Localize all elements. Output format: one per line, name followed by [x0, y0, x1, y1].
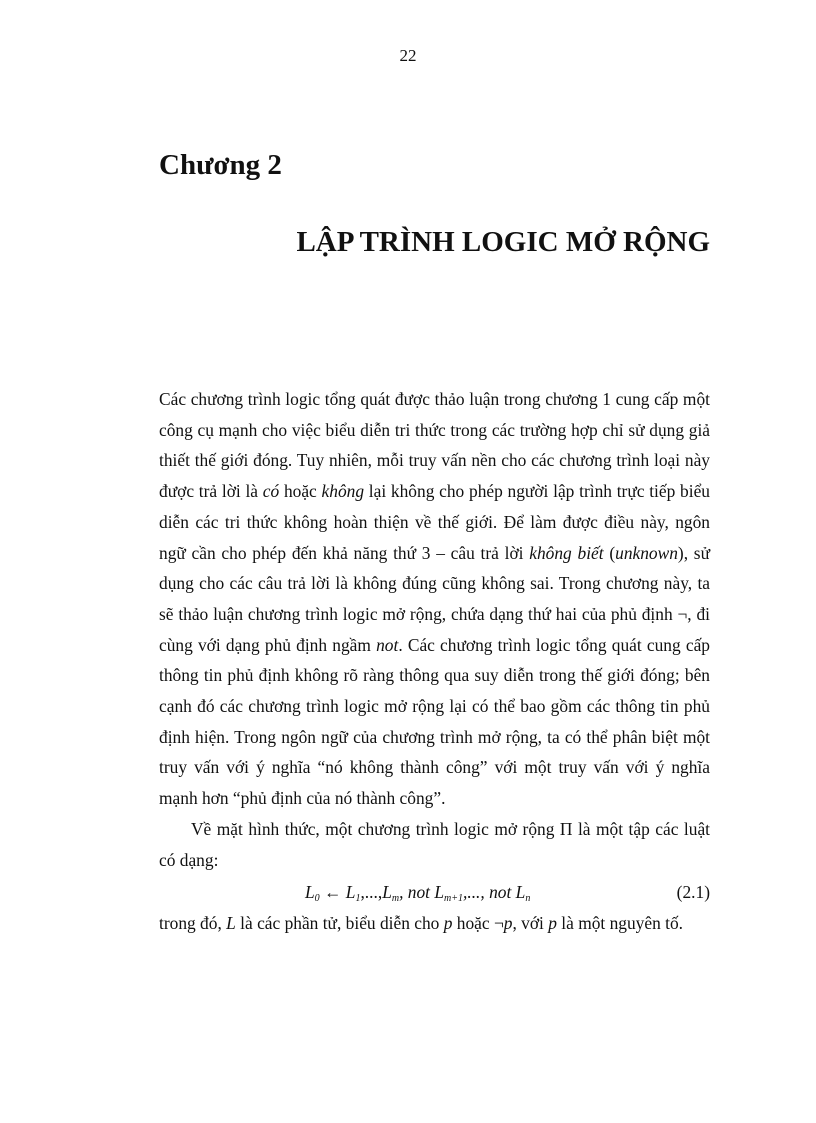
text-run: . Các chương trình logic tổng quát cung cấp thông tin phủ định không rõ ràng thông qua suy diễn trong thế giới đóng; bên cạnh đó các chương trình logic mở rộng lại có thể bao gồm các thông tin phủ định hiện. Trong ngôn ngữ của chương trình mở rộng, ta có thể phân biệt một truy vấn với ý nghĩa “nó không thành công” với một truy vấn với ý nghĩa mạnh hơn “phủ định của nó thành công”. — [159, 634, 710, 809]
text-run: trong đó, — [159, 912, 227, 933]
body-text — [159, 384, 710, 939]
emphasis-p: p — [503, 912, 513, 933]
formula-rule — [305, 877, 530, 915]
emphasis-not: not — [376, 634, 399, 655]
emphasis-khong-biet: không biết — [529, 542, 604, 563]
formula-subscript: m — [391, 893, 400, 905]
formula-arrow: ← — [319, 882, 346, 903]
formula-head: L — [305, 882, 315, 903]
text-run: hoặc — [452, 912, 494, 933]
formula-subscript: m+1 — [444, 893, 464, 905]
formula-not-literal: , not L — [399, 882, 445, 903]
text-run: hoặc — [279, 481, 322, 502]
emphasis-p: p — [443, 912, 453, 933]
page-number: 22 — [399, 46, 417, 65]
emphasis-unknown: unknown — [615, 542, 678, 563]
emphasis-khong: không — [321, 481, 365, 502]
text-run: là một nguyên tố. — [556, 912, 684, 933]
formula-not-literal: ,..., not L — [463, 882, 526, 903]
formula-ellipsis: ,..., — [360, 882, 383, 903]
text-run: ), sử dụng cho các câu trả lời là không đúng cũng không sai. Trong chương này, ta sẽ thảo luận chương trình logic mở rộng, chứa dạng thứ hai của phủ định ¬, đi cùng với dạng phủ định ngầm — [159, 542, 710, 655]
emphasis-L: L — [226, 912, 236, 933]
formula-subscript: n — [525, 893, 531, 905]
chapter-label: Chương 2 — [159, 149, 282, 181]
emphasis-co: có — [262, 481, 280, 502]
formula-subscript: 0 — [314, 893, 320, 905]
formula-line — [159, 877, 710, 908]
formula-number: (2.1) — [676, 882, 710, 903]
text-run: ( — [603, 542, 616, 563]
negation-symbol: ¬ — [493, 912, 504, 933]
paragraph-definition: Về mặt hình thức, một chương trình logic mở rộng Π là một tập các luật có dạng: — [159, 818, 710, 870]
emphasis-p: p — [548, 912, 557, 933]
text-run: , với — [512, 912, 549, 933]
formula-literal: L — [382, 882, 392, 903]
text-run: lại không cho phép người lập trình trực tiếp biểu diễn các tri thức không hoàn thiện về thế giới. Để làm được điều này, ngôn ngữ cần cho phép đến khả năng thứ 3 – câu trả lời — [159, 481, 710, 563]
chapter-title: LẬP TRÌNH LOGIC MỞ RỘNG — [296, 226, 710, 258]
text-run: Các chương trình logic tổng quát được thảo luận trong chương 1 cung cấp một công cụ mạnh cho việc biểu diễn tri thức trong các trường hợp chỉ sử dụng giả thiết thế giới đóng. Tuy nhiên, mỗi truy vấn nền cho các chương trình loại này được trả lời là — [159, 389, 710, 502]
formula-literal: L — [345, 882, 356, 903]
paragraph-intro — [159, 384, 710, 814]
text-run: là các phần tử, biểu diễn cho — [235, 912, 444, 933]
formula-subscript: 1 — [355, 893, 361, 905]
